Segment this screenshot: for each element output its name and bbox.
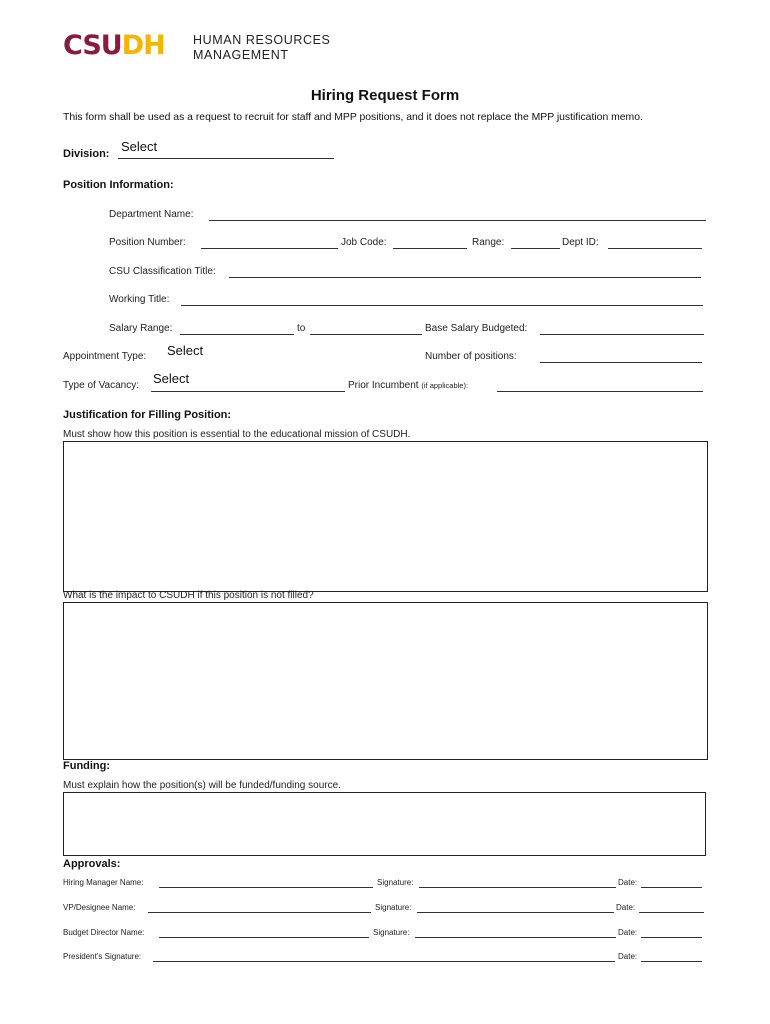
impact-prompt: What is the impact to CSUDH if this position is not filled? — [63, 590, 314, 601]
vacancy-type-label: Type of Vacancy: — [63, 380, 139, 391]
vp-signature-field[interactable] — [417, 912, 614, 913]
impact-textarea[interactable] — [63, 602, 708, 760]
position-number-label: Position Number: — [109, 237, 186, 248]
department-name-label: Department Name: — [109, 209, 194, 220]
dept-id-field[interactable] — [608, 248, 702, 249]
position-info-heading: Position Information: — [63, 179, 174, 191]
num-positions-field[interactable] — [540, 362, 702, 363]
base-salary-label: Base Salary Budgeted: — [425, 323, 528, 334]
funding-textarea[interactable] — [63, 792, 706, 856]
justification-heading: Justification for Filling Position: — [63, 409, 232, 421]
job-code-label: Job Code: — [341, 237, 387, 248]
president-date-field[interactable] — [641, 961, 702, 962]
hiring-manager-name-field[interactable] — [159, 887, 373, 888]
president-signature-label: President’s Signature: — [63, 952, 142, 961]
range-label: Range: — [472, 237, 505, 248]
appointment-type-select[interactable]: Select — [167, 343, 204, 358]
dept-id-label: Dept ID: — [562, 237, 599, 248]
budget-director-name-field[interactable] — [159, 937, 369, 938]
hiring-manager-date-field[interactable] — [641, 887, 702, 888]
hiring-manager-label: Hiring Manager Name: — [63, 878, 144, 887]
prior-incumbent-field[interactable] — [497, 391, 703, 392]
vacancy-type-select[interactable]: Select — [153, 371, 190, 386]
approvals-heading: Approvals: — [63, 858, 121, 870]
budget-director-label: Budget Director Name: — [63, 928, 145, 937]
budget-director-signature-field[interactable] — [415, 937, 616, 938]
prior-incumbent-note: (if applicable): — [421, 381, 469, 390]
appointment-type-label: Appointment Type: — [63, 351, 147, 362]
job-code-field[interactable] — [393, 248, 467, 249]
president-date-label: Date: — [618, 952, 638, 961]
base-salary-field[interactable] — [540, 334, 704, 335]
vp-signature-label: Signature: — [375, 903, 412, 912]
working-title-label: Working Title: — [109, 294, 170, 305]
budget-director-date-field[interactable] — [641, 937, 702, 938]
salary-range-to-field[interactable] — [310, 334, 422, 335]
hiring-manager-date-label: Date: — [618, 878, 638, 887]
vp-designee-name-field[interactable] — [148, 912, 371, 913]
working-title-field[interactable] — [181, 305, 703, 306]
num-positions-label: Number of positions: — [425, 351, 517, 362]
prior-incumbent-text: Prior Incumbent — [348, 380, 419, 391]
form-intro: This form shall be used as a request to recruit for staff and MPP positions, and it does not replace the MPP justification memo. — [63, 112, 643, 123]
salary-to-label: to — [297, 323, 306, 334]
logo-dh-text: DH — [121, 30, 165, 61]
hr-department-name — [193, 33, 331, 63]
division-label: Division: — [63, 148, 110, 160]
range-field[interactable] — [511, 248, 560, 249]
budget-director-date-label: Date: — [618, 928, 638, 937]
hr-line-1: HUMAN RESOURCES — [193, 33, 331, 47]
justification-textarea[interactable] — [63, 441, 708, 592]
president-signature-field[interactable] — [153, 961, 615, 962]
position-number-field[interactable] — [201, 248, 338, 249]
division-select[interactable]: Select — [121, 139, 158, 154]
division-line — [118, 158, 334, 159]
department-name-field[interactable] — [209, 220, 706, 221]
hr-line-2: MANAGEMENT — [193, 48, 289, 62]
csudh-logo — [63, 31, 165, 61]
salary-range-label: Salary Range: — [109, 323, 173, 334]
justification-prompt: Must show how this position is essential to the educational mission of CSUDH. — [63, 429, 411, 440]
hiring-manager-signature-label: Signature: — [377, 878, 414, 887]
vacancy-type-line — [151, 391, 345, 392]
salary-range-from-field[interactable] — [180, 334, 294, 335]
funding-prompt: Must explain how the position(s) will be funded/funding source. — [63, 780, 341, 791]
budget-director-signature-label: Signature: — [373, 928, 410, 937]
form-title: Hiring Request Form — [310, 87, 460, 104]
csu-classification-field[interactable] — [229, 277, 701, 278]
logo-cs-text: CSU — [63, 30, 122, 61]
vp-date-field[interactable] — [639, 912, 704, 913]
vp-date-label: Date: — [616, 903, 636, 912]
hiring-manager-signature-field[interactable] — [419, 887, 616, 888]
prior-incumbent-label — [348, 380, 468, 391]
csu-classification-label: CSU Classification Title: — [109, 266, 216, 277]
funding-heading: Funding: — [63, 760, 111, 772]
vp-designee-label: VP/Designee Name: — [63, 903, 136, 912]
